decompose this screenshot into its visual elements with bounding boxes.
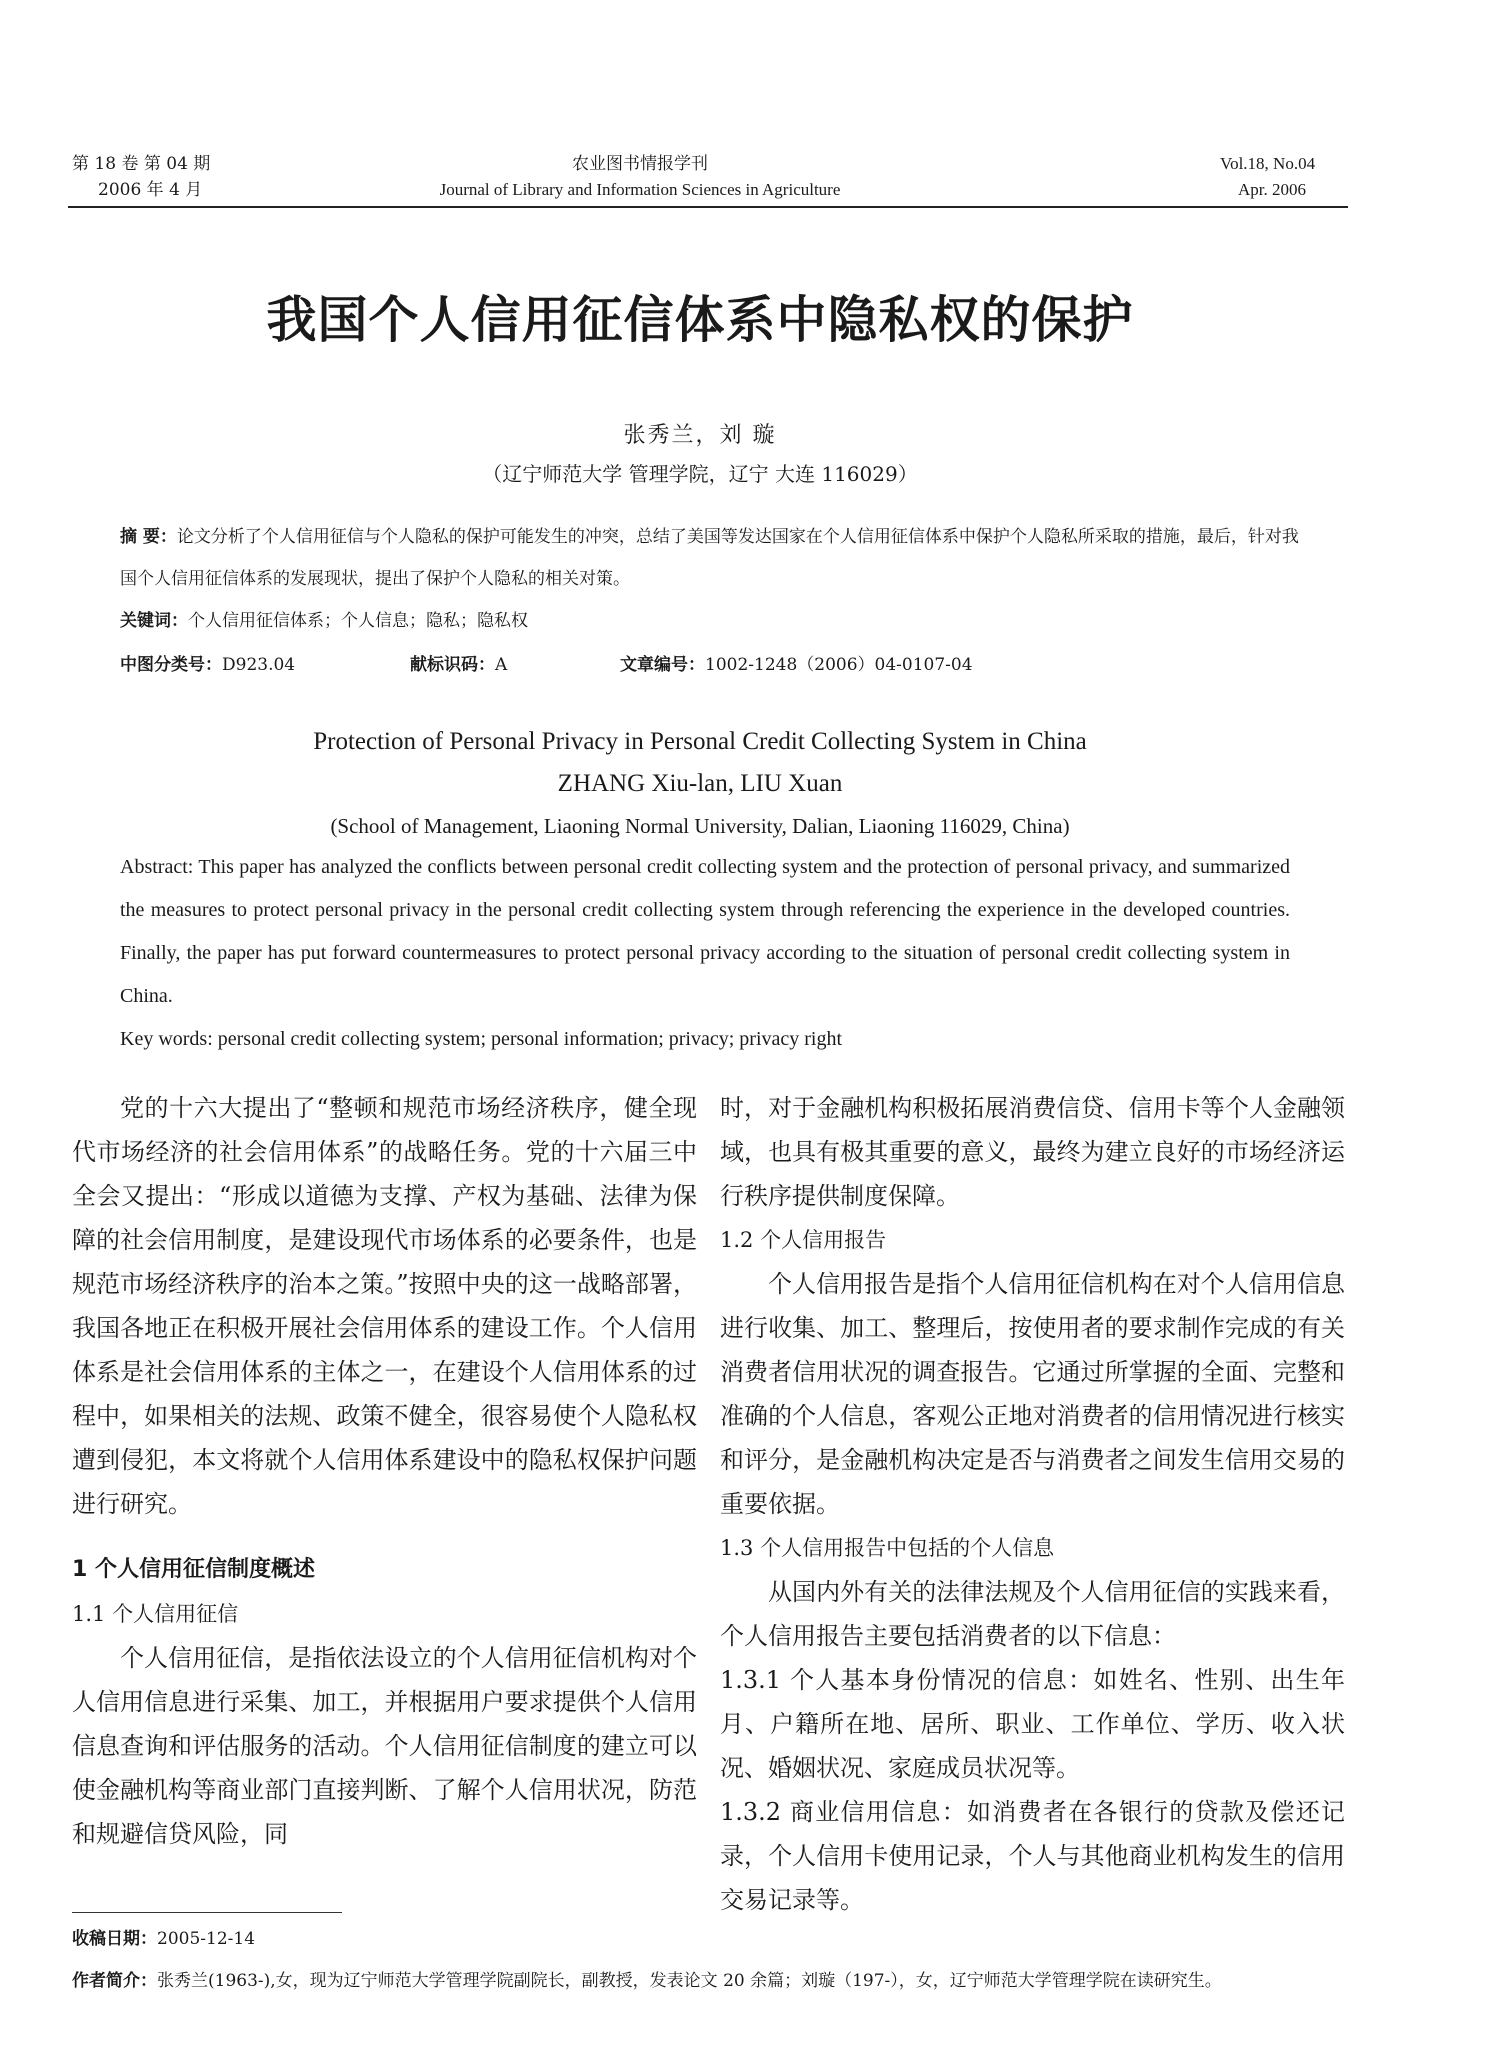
section-1-3-heading: 1.3 个人信用报告中包括的个人信息 xyxy=(720,1536,1055,1560)
article-no-label: 文章编号： xyxy=(620,655,705,675)
article-no-value: 1002-1248（2006）04-0107-04 xyxy=(705,655,973,675)
footnote-bio xyxy=(72,1960,1352,2002)
doc-code-value: A xyxy=(495,655,508,675)
doc-code-label: 献标识码： xyxy=(410,655,495,675)
affiliation-cn: （辽宁师范大学 管理学院，辽宁 大连 116029） xyxy=(482,462,918,486)
received-value: 2005-12-14 xyxy=(157,1929,256,1949)
bio-text: 张秀兰(1963-),女，现为辽宁师范大学管理学院副院长，副教授，发表论文 20 余篇；刘璇（197-），女，辽宁师范大学管理学院在读研究生。 xyxy=(157,1971,1222,1991)
abstract-cn xyxy=(120,516,1300,600)
authors-cn: 张秀兰，刘 璇 xyxy=(623,423,777,448)
affiliation-en: (School of Management, Liaoning Normal University, Dalian, Liaoning 116029, China) xyxy=(330,814,1070,838)
header-journal-en: Journal of Library and Information Sciences in Agriculture xyxy=(439,180,841,199)
section-1-1-heading: 1.1 个人信用征信 xyxy=(72,1602,239,1626)
abstract-cn-text: 论文分析了个人信用征信与个人隐私的保护可能发生的冲突，总结了美国等发达国家在个人信用征信体系中保护个人隐私所采取的措施，最后，针对我国个人信用征信体系的发展现状，提出了保护个人隐私的相关对策。 xyxy=(120,527,1299,589)
continued-paragraph: 时，对于金融机构积极拓展消费信贷、信用卡等个人金融领域，也具有极其重要的意义，最终为建立良好的市场经济运行秩序提供制度保障。 xyxy=(720,1094,1345,1210)
keywords-cn-label: 关键词： xyxy=(120,611,188,631)
clc-label: 中图分类号： xyxy=(120,655,222,675)
classification-line xyxy=(120,644,1300,686)
section-1-3-2-paragraph: 1.3.2 商业信用信息：如消费者在各银行的贷款及偿还记录，个人信用卡使用记录，个人与其他商业机构发生的信用交易记录等。 xyxy=(720,1798,1345,1914)
clc-value: D923.04 xyxy=(222,655,296,675)
footnote-received xyxy=(72,1918,1352,1960)
section-1-heading: 1 个人信用征信制度概述 xyxy=(72,1557,315,1582)
section-1-2-heading: 1.2 个人信用报告 xyxy=(720,1228,887,1252)
header-volume-issue: 第 18 卷 第 04 期 xyxy=(72,154,211,174)
page-title: 我国个人信用征信体系中隐私权的保护 xyxy=(266,291,1134,349)
header-vol-en: Vol.18, No.04 xyxy=(1220,154,1316,173)
abstract-en: Abstract: This paper has analyzed the conflicts between personal credit collecting system and the protection of personal privacy, and summarized the measures to protect personal privacy in the personal credit collecting system through referencing the experience in the developed countries. Finally, the paper has put forward countermeasures to protect personal privacy according to the situation of personal credit collecting system in China. xyxy=(120,856,1290,1007)
keywords-cn xyxy=(120,600,1300,642)
keywords-cn-text: 个人信用征信体系；个人信息；隐私；隐私权 xyxy=(188,611,528,631)
section-1-1-paragraph: 个人信用征信，是指依法设立的个人信用征信机构对个人信用信息进行采集、加工，并根据用户要求提供个人信用信息查询和评估服务的活动。个人信用征信制度的建立可以使金融机构等商业部门直接判断、了解个人信用状况，防范和规避信贷风险，同 xyxy=(72,1644,697,1848)
bio-label: 作者简介： xyxy=(72,1971,157,1991)
section-1-3-1-paragraph: 1.3.1 个人基本身份情况的信息：如姓名、性别、出生年月、户籍所在地、居所、职业、工作单位、学历、收入状况、婚姻状况、家庭成员状况等。 xyxy=(720,1666,1345,1782)
section-1-3-paragraph: 从国内外有关的法律法规及个人信用征信的实践来看，个人信用报告主要包括消费者的以下信息： xyxy=(720,1578,1345,1650)
received-label: 收稿日期： xyxy=(72,1929,157,1949)
header-date-en: Apr. 2006 xyxy=(1238,180,1306,199)
title-en: Protection of Personal Privacy in Personal Credit Collecting System in China xyxy=(313,728,1087,755)
abstract-cn-label: 摘 要： xyxy=(120,527,177,547)
keywords-en: Key words: personal credit collecting system; personal information; privacy; privacy right xyxy=(120,1028,843,1050)
header-journal-cn: 农业图书情报学刊 xyxy=(572,154,708,174)
section-1-2-paragraph: 个人信用报告是指个人信用征信机构在对个人信用信息进行收集、加工、整理后，按使用者的要求制作完成的有关消费者信用状况的调查报告。它通过所掌握的全面、完整和准确的个人信息，客观公正地对消费者的信用情况进行核实和评分，是金融机构决定是否与消费者之间发生信用交易的重要依据。 xyxy=(720,1270,1345,1518)
header-date-cn: 2006 年 4 月 xyxy=(98,180,203,200)
authors-en: ZHANG Xiu-lan, LIU Xuan xyxy=(557,770,843,797)
intro-paragraph: 党的十六大提出了“整顿和规范市场经济秩序，健全现代市场经济的社会信用体系”的战略任务。党的十六届三中全会又提出：“形成以道德为支撑、产权为基础、法律为保障的社会信用制度，是建设现代市场体系的必要条件，也是规范市场经济秩序的治本之策。”按照中央的这一战略部署，我国各地正在积极开展社会信用体系的建设工作。个人信用体系是社会信用体系的主体之一，在建设个人信用体系的过程中，如果相关的法规、政策不健全，很容易使个人隐私权遭到侵犯，本文将就个人信用体系建设中的隐私权保护问题进行研究。 xyxy=(72,1094,697,1518)
body-left-column xyxy=(72,1086,697,1856)
header-rule xyxy=(68,206,1348,208)
footnote-rule xyxy=(72,1912,342,1913)
body-right-column xyxy=(720,1086,1345,1922)
